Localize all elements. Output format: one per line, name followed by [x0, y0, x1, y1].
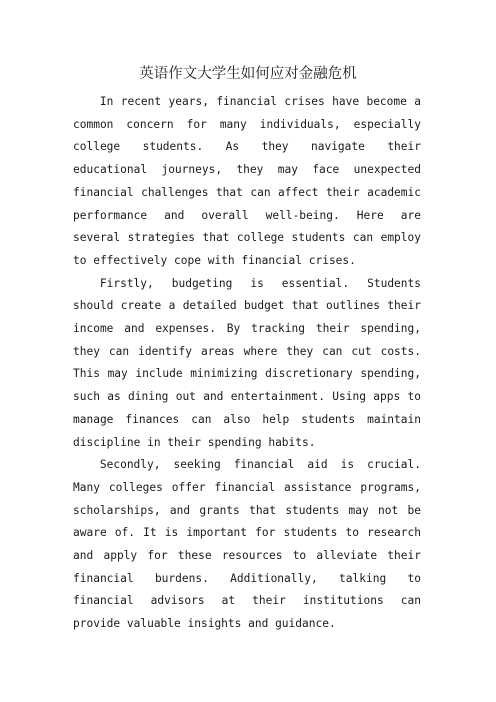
document-body: [73, 91, 421, 636]
paragraph-financial-aid: Secondly, seeking financial aid is crucial. Many colleges offer financial assistance programs, scholarships, and grants that students may not be aware of. It is important for students to research and apply for these resources to alleviate their financial burdens. Additionally, talking to financial advisors at their institutions can provide valuable insights and guidance.: [73, 458, 421, 631]
paragraph-budgeting: Firstly, budgeting is essential. Students should create a detailed budget that outlines their income and expenses. By tracking their spending, they can identify areas where they can cut costs. This may include minimizing discretionary spending, such as dining out and entertainment. Using apps to manage finances can also help students maintain discipline in their spending habits.: [73, 276, 421, 449]
document-title: 英语作文大学生如何应对金融危机: [139, 66, 357, 82]
paragraph-intro: In recent years, financial crises have become a common concern for many individuals, especially college students. As they navigate their educational journeys, they may face unexpected financial challenges that can affect their academic performance and overall well-being. Here are several strategies that college students can employ to effectively cope with financial crises.: [73, 95, 421, 267]
